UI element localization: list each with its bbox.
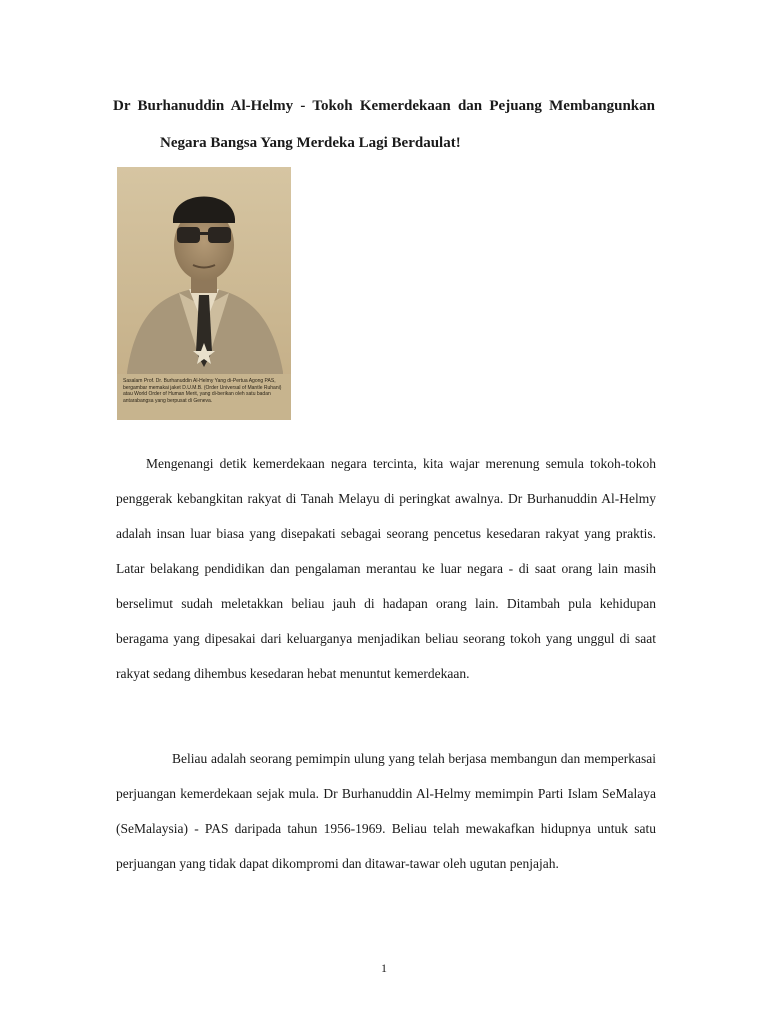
body-paragraph-2: Beliau adalah seorang pemimpin ulung yang telah berjasa membangun dan memperkasai perjuangan kemerdekaan sejak mula. Dr Burhanuddin Al-Helmy memimpin Parti Islam SeMalaya (SeMalaysia) - PAS daripada tahun 1956-1969. Beliau telah mewakafkan hidupnya untuk satu perjuangan yang tidak dapat dikompromi dan ditawar-tawar oleh ugutan penjajah. <box>116 751 656 871</box>
page-number: 1 <box>381 961 387 975</box>
document-title-line-1: Dr Burhanuddin Al-Helmy - Tokoh Kemerdekaan dan Pejuang Membangunkan <box>113 98 655 114</box>
body-paragraph-1: Mengenangi detik kemerdekaan negara tercinta, kita wajar merenung semula tokoh-tokoh penggerak kebangkitan rakyat di Tanah Melayu di peringkat awalnya. Dr Burhanuddin Al-Helmy adalah insan luar biasa yang disepakati sebagai seorang pencetus kesedaran rakyat yang praktis. Latar belakang pendidikan dan pengalaman merantau ke luar negara - di saat orang lain masih berselimut sudah meletakkan beliau jauh di hadapan orang lain. Ditambah pula kehidupan beragama yang dipesakai dari keluarganya menjadikan beliau seorang tokoh yang unggul di saat rakyat sedang dihembus kesedaran hebat menuntut kemerdekaan. <box>116 456 656 681</box>
document-title-line-2: Negara Bangsa Yang Merdeka Lagi Berdaulat! <box>160 135 461 151</box>
portrait-photo <box>117 167 291 420</box>
photo-caption: Sasalam Prof. Dr. Burhanuddin Al-Helmy Yang di-Pertua Agong PAS, bergambar memakai jaket D.U.M.B. (Order Universal of Mantle Ruhani) atau World Order of Human Merit, yang di-berikan oleh satu badan antarabangsa yang berpusat di Geneva. <box>123 378 282 404</box>
